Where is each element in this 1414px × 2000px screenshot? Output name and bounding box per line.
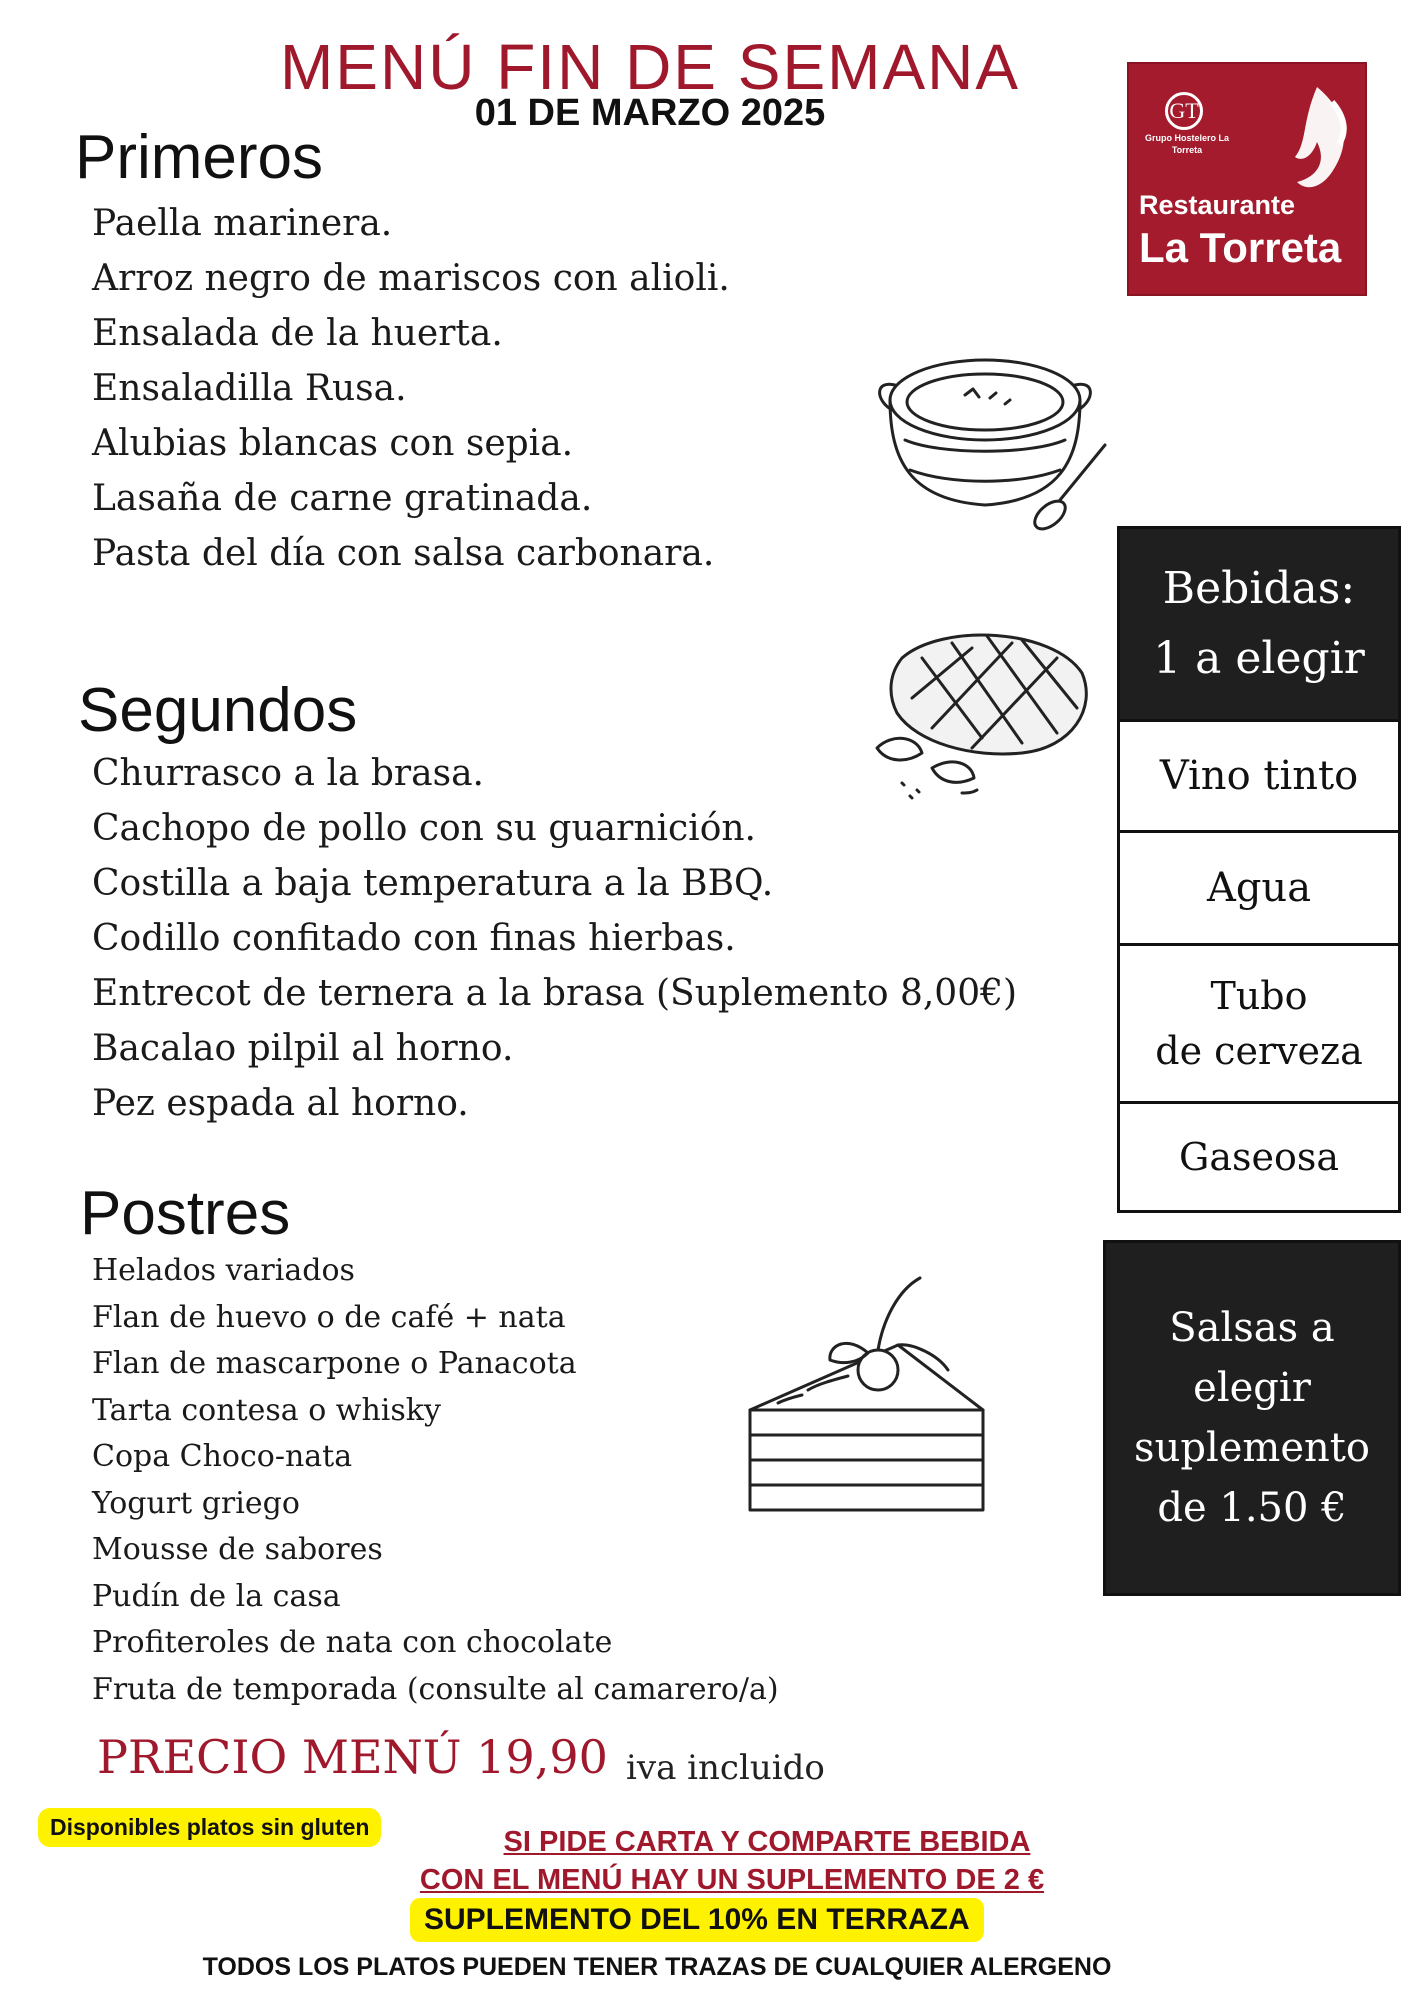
primeros-list: [92, 196, 730, 581]
restaurant-logo: [1127, 62, 1367, 296]
list-item: Yogurt griego: [92, 1485, 300, 1521]
segundos-heading: Segundos: [78, 676, 358, 745]
list-item: Fruta de temporada (consulte al camarero/a): [92, 1671, 779, 1707]
list-item: Pasta del día con salsa carbonara.: [92, 533, 715, 574]
menu-price: PRECIO MENÚ 19,90: [97, 1730, 608, 1784]
logo-group-name: Grupo Hostelero La Torreta: [1144, 133, 1229, 155]
list-item: Pez espada al horno.: [92, 1083, 469, 1124]
drink-tubo-line2: de cerveza: [1155, 1028, 1363, 1073]
terrace-supplement-badge: SUPLEMENTO DEL 10% EN TERRAZA: [410, 1898, 984, 1942]
soup-bowl-icon: [870, 340, 1130, 550]
list-item: Pudín de la casa: [92, 1578, 341, 1614]
list-item: Tarta contesa o whisky: [92, 1392, 441, 1428]
postres-list: [92, 1248, 779, 1713]
primeros-heading: Primeros: [75, 123, 324, 192]
postres-heading: Postres: [80, 1179, 291, 1248]
drink-option: Vino tinto: [1120, 719, 1398, 830]
menu-title: MENÚ FIN DE SEMANA: [279, 31, 1021, 103]
segundos-list: [92, 746, 1017, 1131]
drinks-header-title: Bebidas:: [1162, 563, 1356, 614]
list-item: Costilla a baja temperatura a la BBQ.: [92, 863, 774, 904]
list-item: Cachopo de pollo con su guarnición.: [92, 808, 756, 849]
drinks-panel: [1117, 526, 1401, 1213]
sauces-text: Salsas a elegir suplemento de 1.50 €: [1134, 1305, 1370, 1531]
cake-slice-icon: [748, 1275, 998, 1535]
list-item: Alubias blancas con sepia.: [92, 423, 574, 464]
list-item: Flan de mascarpone o Panacota: [92, 1346, 577, 1381]
list-item: Helados variados: [92, 1253, 355, 1288]
list-item: Paella marinera.: [92, 203, 393, 244]
list-item: Flan de huevo o de café + nata: [92, 1299, 566, 1335]
logo-line-restaurante: Restaurante: [1139, 190, 1296, 220]
list-item: Churrasco a la brasa.: [92, 753, 484, 794]
carta-supplement-line1: SI PIDE CARTA Y COMPARTE BEBIDA: [503, 1826, 1031, 1858]
list-item: Bacalao pilpil al horno.: [92, 1028, 514, 1069]
list-item: Profiteroles de nata con chocolate: [92, 1625, 613, 1660]
list-item: Ensalada de la huerta.: [92, 313, 503, 354]
gluten-free-badge: Disponibles platos sin gluten: [38, 1808, 381, 1847]
list-item: Mousse de sabores: [92, 1532, 383, 1567]
allergen-notice: TODOS LOS PLATOS PUEDEN TENER TRAZAS DE CUALQUIER ALERGENO: [202, 1953, 1112, 1981]
drink-option: Agua: [1120, 830, 1398, 943]
list-item: Entrecot de ternera a la brasa (Suplemento 8,00€): [92, 973, 1018, 1014]
list-item: Ensaladilla Rusa.: [92, 368, 407, 409]
sauces-panel: [1103, 1240, 1401, 1596]
list-item: Codillo confitado con finas hierbas.: [92, 918, 736, 959]
logo-monogram: GT: [1165, 92, 1203, 130]
drink-tubo-line1: Tubo: [1210, 973, 1308, 1018]
carta-supplement-line2: CON EL MENÚ HAY UN SUPLEMENTO DE 2 €: [419, 1864, 1045, 1896]
logo-line-name: La Torreta: [1139, 224, 1342, 271]
menu-date: 01 DE MARZO 2025: [474, 92, 826, 134]
drink-option-tubo: [1120, 943, 1398, 1101]
drink-option: Gaseosa: [1120, 1101, 1398, 1210]
iva-note: iva incluido: [626, 1748, 825, 1788]
drinks-header: [1120, 529, 1398, 719]
list-item: Arroz negro de mariscos con alioli.: [92, 258, 730, 299]
list-item: Copa Choco-nata: [92, 1439, 353, 1474]
list-item: Lasaña de carne gratinada.: [92, 478, 593, 519]
drinks-header-subtitle: 1 a elegir: [1153, 633, 1365, 684]
